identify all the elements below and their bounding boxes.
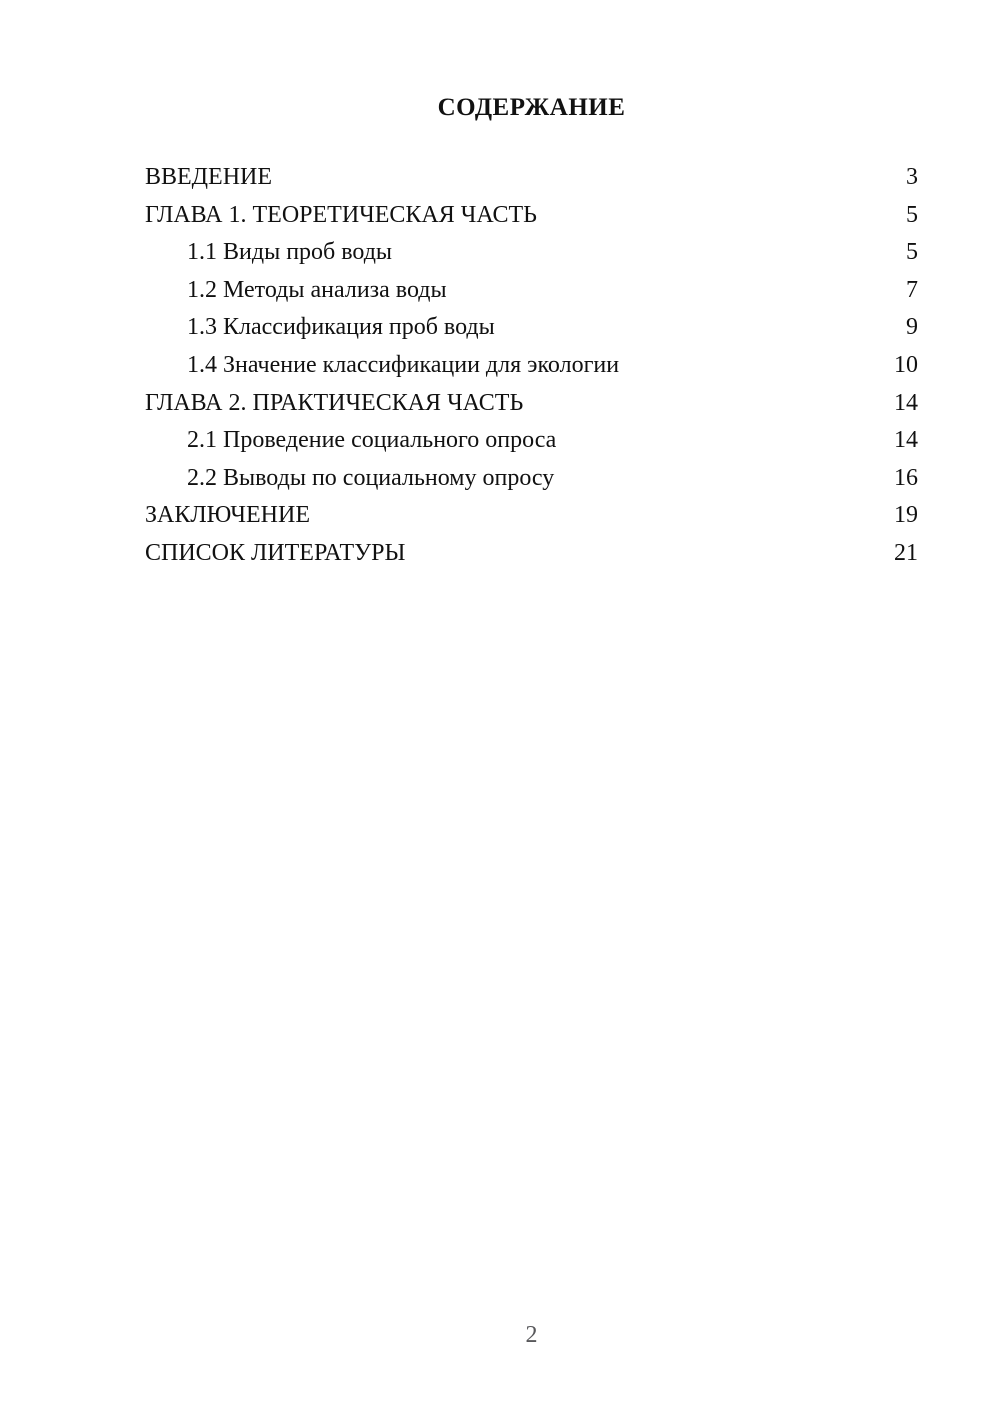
toc-entry-label: ГЛАВА 1. ТЕОРЕТИЧЕСКАЯ ЧАСТЬ — [145, 201, 537, 228]
toc-entry — [145, 422, 918, 460]
toc-entry — [145, 159, 918, 197]
toc-entry-page-number: 16 — [894, 464, 918, 491]
toc-entry — [145, 197, 918, 235]
toc-entry-label: ЗАКЛЮЧЕНИЕ — [145, 502, 310, 529]
toc-entry — [145, 535, 918, 573]
toc-entry — [145, 460, 918, 498]
toc-entry-page-number: 14 — [894, 389, 918, 416]
toc-entry-page-number: 9 — [906, 314, 918, 341]
toc-entry-label: 1.2 Методы анализа воды — [187, 276, 447, 303]
toc-entry-page-number: 14 — [894, 427, 918, 454]
toc-entry — [145, 234, 918, 272]
page-title: СОДЕРЖАНИЕ — [437, 94, 626, 121]
toc-entry-label: ГЛАВА 2. ПРАКТИЧЕСКАЯ ЧАСТЬ — [145, 389, 524, 416]
toc-entry-label: 1.3 Классификация проб воды — [187, 314, 495, 341]
toc-entry-page-number: 5 — [906, 201, 918, 228]
footer-page-number: 2 — [525, 1322, 538, 1348]
toc-entry-label: СПИСОК ЛИТЕРАТУРЫ — [145, 539, 406, 566]
toc-entry-page-number: 21 — [894, 539, 918, 566]
toc-entry — [145, 309, 918, 347]
toc-entry-label: 1.4 Значение классификации для экологии — [187, 351, 620, 378]
toc-entry — [145, 497, 918, 535]
toc-entry — [145, 347, 918, 385]
toc-entry-label: 2.1 Проведение социального опроса — [187, 427, 557, 454]
table-of-contents — [145, 159, 918, 573]
toc-entry-page-number: 7 — [906, 276, 918, 303]
toc-entry-label: ВВЕДЕНИЕ — [145, 164, 273, 190]
toc-entry-page-number: 19 — [894, 502, 918, 529]
toc-entry-label: 2.2 Выводы по социальному опросу — [187, 464, 555, 491]
toc-entry — [145, 272, 918, 310]
toc-entry-page-number: 10 — [894, 351, 918, 378]
toc-entry — [145, 385, 918, 423]
toc-entry-page-number: 3 — [906, 164, 918, 190]
toc-entry-page-number: 5 — [906, 239, 918, 266]
toc-entry-label: 1.1 Виды проб воды — [187, 239, 393, 266]
